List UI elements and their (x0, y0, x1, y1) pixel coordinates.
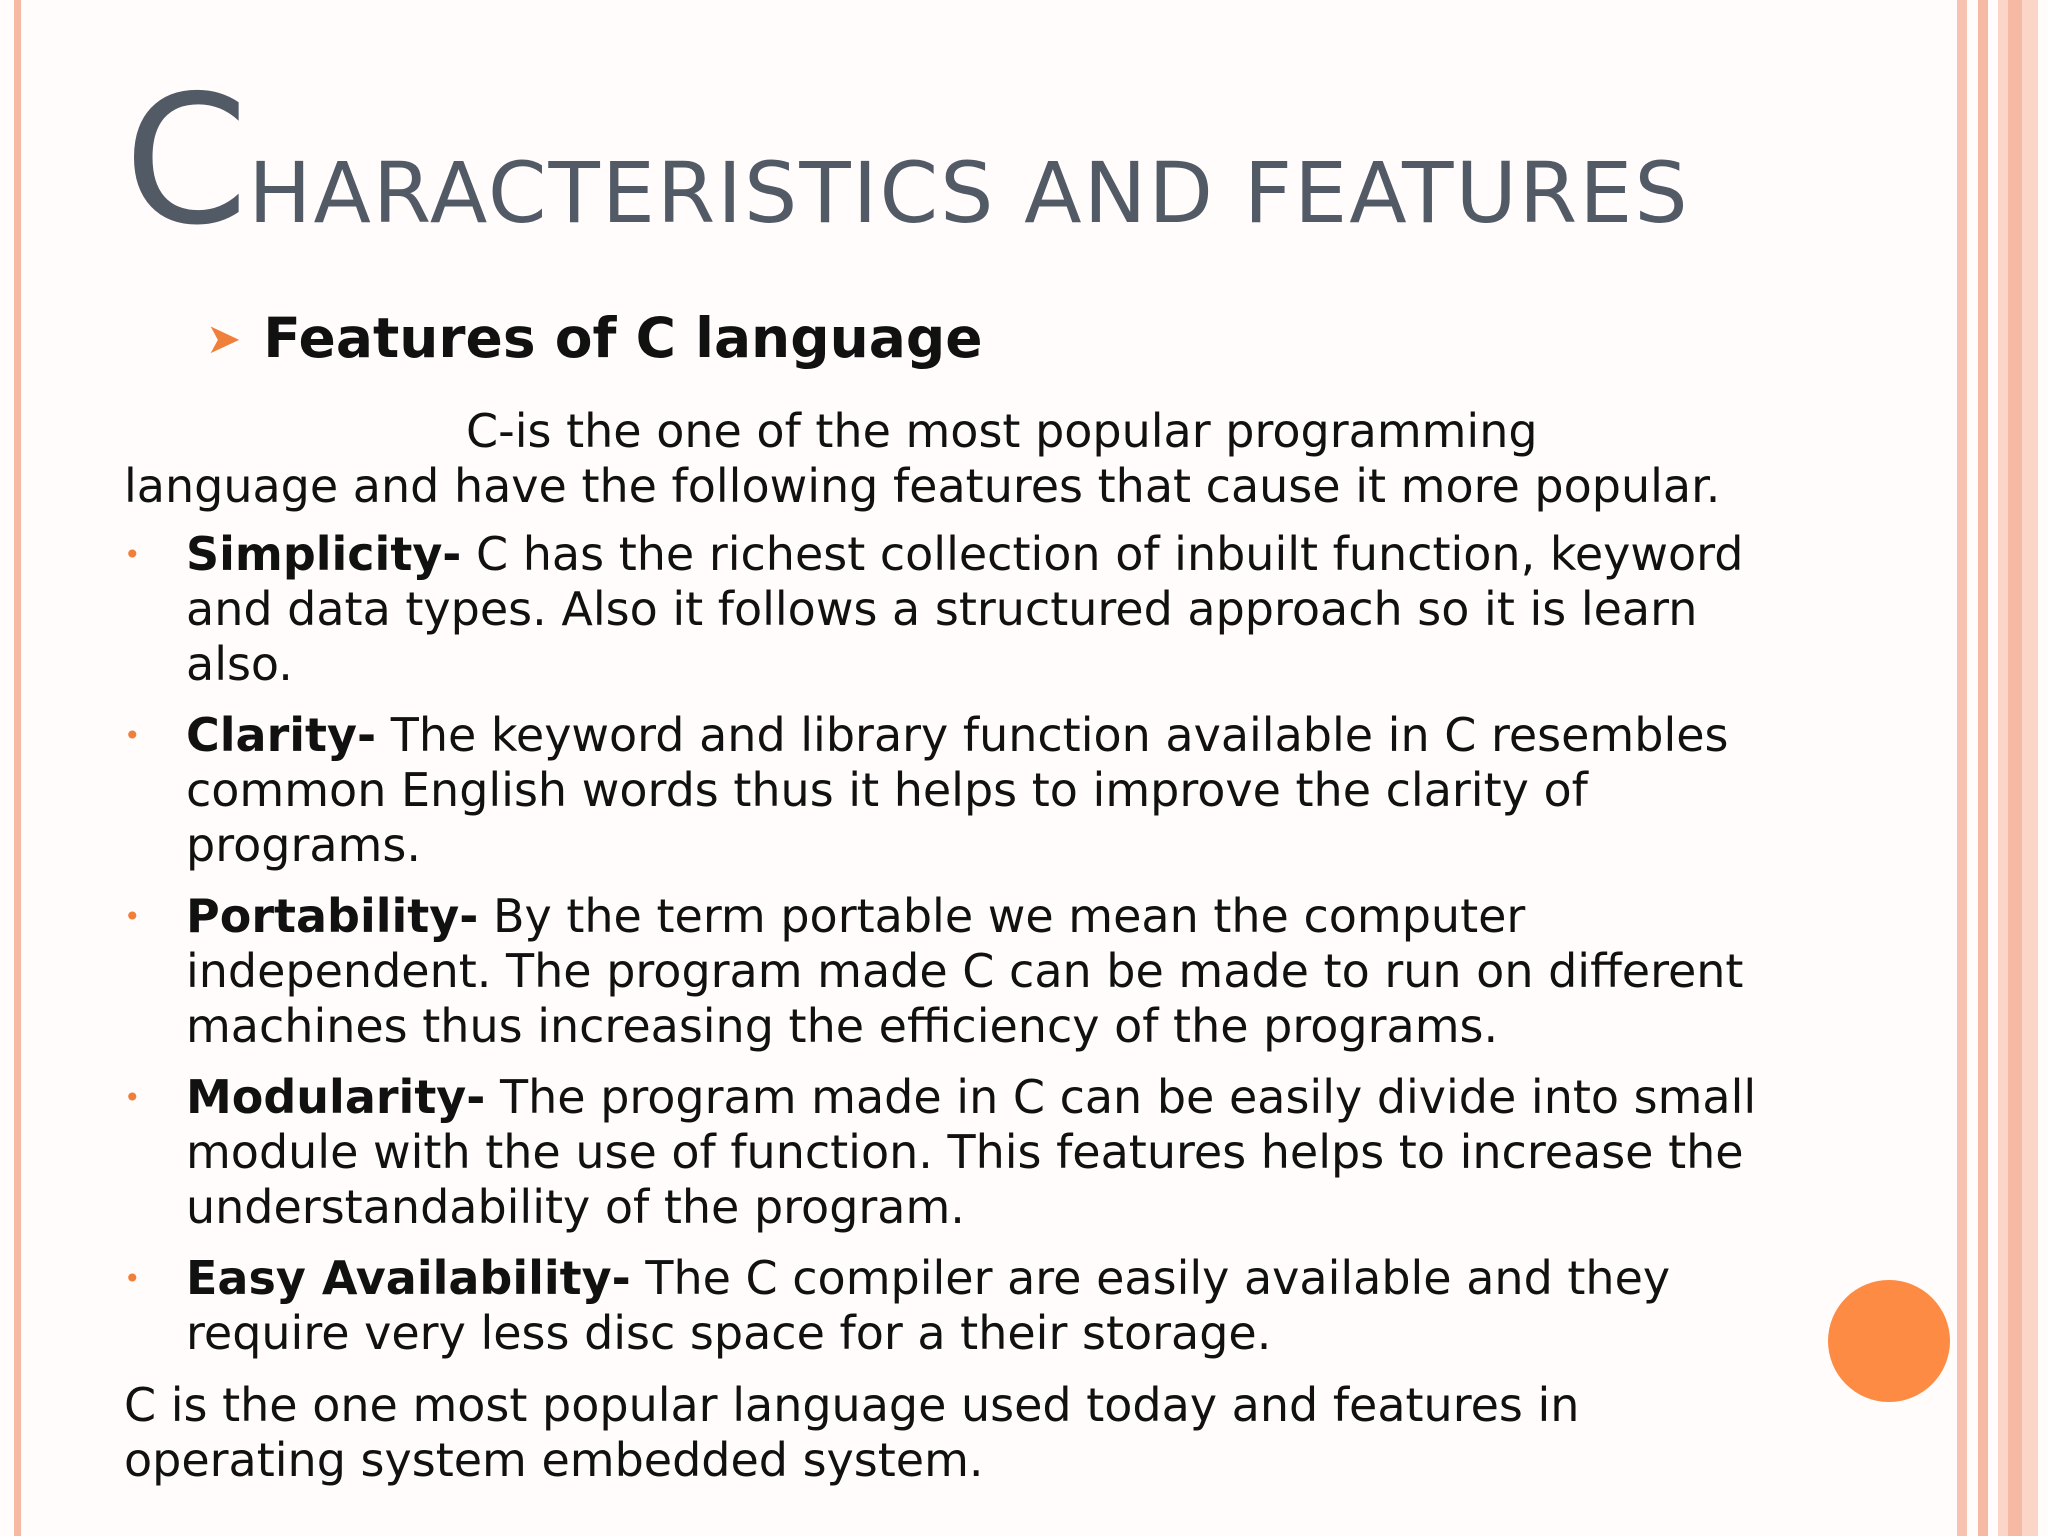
feature-list (124, 527, 1784, 1377)
dot-icon: • (124, 1081, 141, 1114)
intro-paragraph (124, 404, 1764, 514)
list-item-easy-availability (124, 1251, 1784, 1361)
feature-term: Simplicity- (186, 527, 462, 581)
dot-icon: • (124, 719, 141, 752)
feature-text: The program made in C can be easily divide into small module with the use of function. This features helps to increase the understandability of the program. (186, 1070, 1757, 1234)
orange-circle-decoration (1828, 1280, 1950, 1402)
list-item-simplicity (124, 527, 1784, 692)
dot-icon: • (124, 900, 141, 933)
frame-line-left (14, 0, 21, 1536)
feature-term: Easy Availability- (186, 1251, 631, 1305)
list-item-modularity (124, 1070, 1784, 1235)
feature-term: Clarity- (186, 708, 377, 762)
list-item-portability (124, 889, 1784, 1054)
dot-icon: • (124, 538, 141, 571)
slide-title (124, 57, 1690, 264)
feature-text: C has the richest collection of inbuilt function, keyword and data types. Also it follows a structured approach so it is learn also. (186, 527, 1744, 691)
title-rest: HARACTERISTICS AND FEATURES (248, 144, 1690, 242)
arrow-right-icon: ➤ (206, 314, 242, 363)
feature-term: Modularity- (186, 1070, 486, 1124)
frame-line-right-3 (2008, 0, 2022, 1536)
list-item-clarity (124, 708, 1784, 873)
closing-paragraph: C is the one most popular language used today and features in operating system embedded system. (124, 1378, 1580, 1487)
frame-line-right-2 (1978, 0, 1988, 1536)
feature-text: The C compiler are easily available and they require very less disc space for a their storage. (186, 1251, 1671, 1360)
intro-text: C-is the one of the most popular programming language and have the following features that cause it more popular. (124, 404, 1721, 513)
feature-text: By the term portable we mean the computer independent. The program made C can be made to run on different machines thus increasing the efficiency of the programs. (186, 889, 1744, 1053)
feature-text: The keyword and library function available in C resembles common English words thus it helps to improve the clarity of programs. (186, 708, 1729, 872)
title-initial: C (124, 57, 249, 264)
dot-icon: • (124, 1262, 141, 1295)
feature-term: Portability- (186, 889, 479, 943)
frame-line-right-1 (1957, 0, 1967, 1536)
subtitle-text: Features of C language (263, 306, 983, 370)
subtitle (206, 306, 983, 370)
